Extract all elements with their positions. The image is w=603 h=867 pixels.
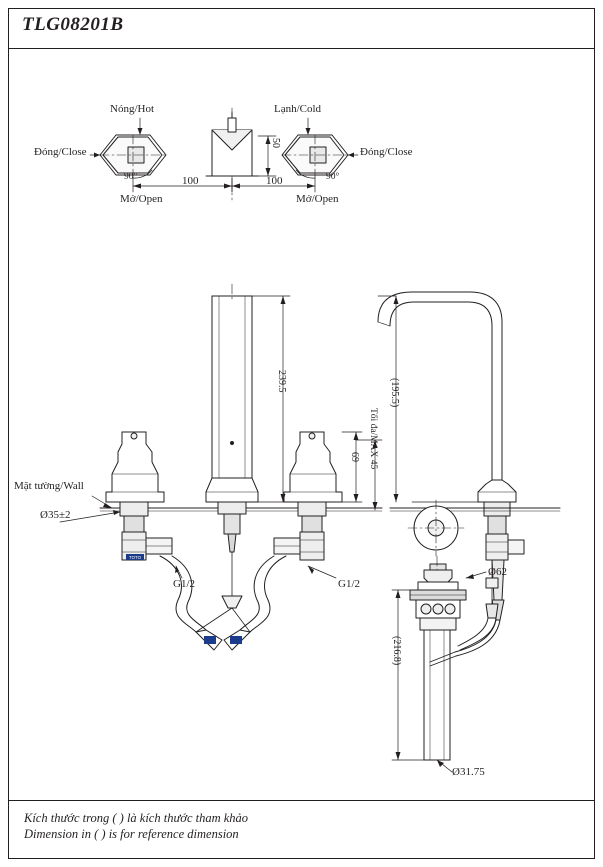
- leader-drain-flange: [466, 572, 486, 579]
- label-open-left: Mở/Open: [120, 193, 163, 205]
- svg-text:TOTO: TOTO: [128, 555, 142, 561]
- label-close-left: Đóng/Close: [34, 146, 87, 158]
- dim-label-handle-height: 69: [349, 452, 360, 462]
- dim-label-drain-flange: Ø62: [488, 566, 507, 578]
- front-view-handle-left: [106, 432, 222, 650]
- leader-hot: [138, 118, 143, 135]
- label-cold: Lạnh/Cold: [274, 103, 322, 115]
- top-view-spout: [206, 112, 258, 176]
- dim-label-handle-offset: 50: [270, 138, 281, 148]
- leader-close-left: [90, 153, 100, 158]
- leader-cold: [306, 118, 311, 135]
- front-view-spout: [206, 296, 258, 596]
- leader-g12-right: [308, 566, 336, 578]
- dim-label-side-height: (195.5): [389, 378, 400, 408]
- dim-label-spout-height: 239.5: [276, 370, 287, 393]
- dim-label-drain-pipe: Ø31.75: [452, 766, 485, 778]
- dim-label-wall-hole: Ø35±2: [40, 509, 71, 521]
- page-title: TLG08201B: [22, 14, 124, 35]
- label-inlet-right: G1/2: [338, 578, 360, 590]
- dim-label-drain-length: (216.8): [391, 636, 402, 666]
- dim-spout-height: [252, 296, 290, 502]
- dim-handle-height: [342, 432, 362, 502]
- label-wall: Mặt tường/Wall: [14, 480, 84, 492]
- top-view-handle-left: [100, 135, 166, 175]
- leader-g12-left: [175, 566, 182, 578]
- label-angle-left: 90°: [124, 172, 138, 182]
- label-close-right: Đóng/Close: [360, 146, 413, 158]
- label-hot: Nóng/Hot: [110, 103, 154, 115]
- front-view-tee: [196, 596, 250, 632]
- leader-close-right: [348, 153, 358, 158]
- drain-assembly: [410, 560, 498, 760]
- leader-drain-pipe: [437, 760, 452, 772]
- label-angle-right: 90°: [326, 172, 340, 182]
- label-open-right: Mở/Open: [296, 193, 339, 205]
- dim-label-spacing-left: 100: [182, 175, 199, 187]
- top-view-handle-right: [282, 135, 348, 175]
- footer-note-vi: Kích thước trong ( ) là kích thước tham khảo: [24, 811, 249, 825]
- dim-label-spacing-right: 100: [266, 175, 283, 187]
- wall-line-side: [390, 508, 560, 511]
- label-max-thickness: Tối đa/MAX 45: [368, 408, 378, 470]
- label-inlet-left: G1/2: [173, 578, 195, 590]
- footer-note-en: Dimension in ( ) is for reference dimension: [24, 827, 239, 841]
